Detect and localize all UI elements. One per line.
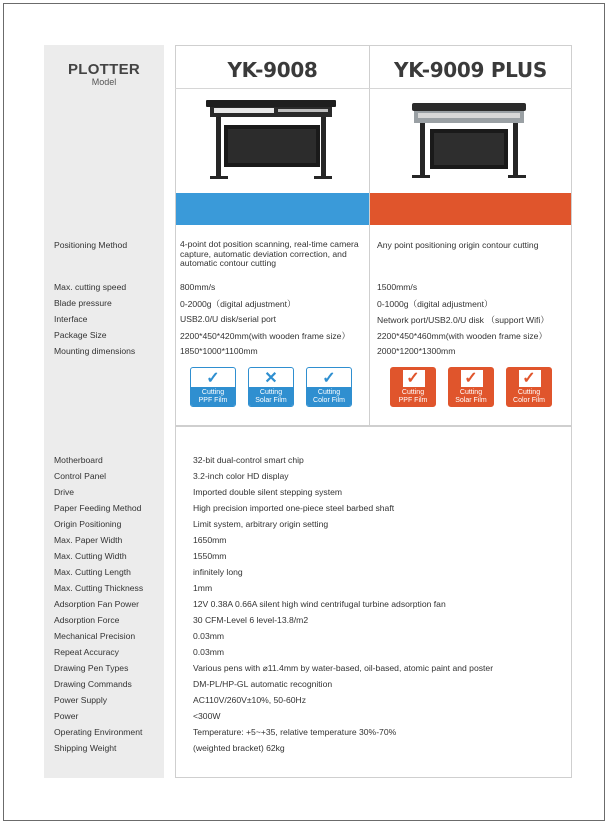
common-spec-label: Max. Cutting Thickness <box>54 583 144 593</box>
yk9009plus-machine-image <box>408 97 530 183</box>
badge-label: Cutting <box>517 389 541 396</box>
common-spec-value: (weighted bracket) 62kg <box>193 743 285 753</box>
yk9008-spec-value: 2200*450*420mm(with wooden frame size） <box>180 331 351 341</box>
common-spec-value: 32-bit dual-control smart chip <box>193 455 304 465</box>
common-spec-value: Imported double silent stepping system <box>193 487 343 497</box>
check-icon: ✓ <box>464 370 478 387</box>
common-spec-value: DM-PL/HP-GL automatic recognition <box>193 679 333 689</box>
check-icon: ✓ <box>406 370 420 387</box>
common-spec-label: Drive <box>54 487 75 497</box>
badge-label: Cutting <box>259 389 283 396</box>
common-spec-label: Motherboard <box>54 455 103 465</box>
model-name-yk9009plus: YK-9009 PLUS <box>394 58 547 82</box>
yk9008-spec-value: 1850*1000*1100mm <box>180 346 258 356</box>
common-spec-label: Control Panel <box>54 471 107 481</box>
column-divider <box>369 45 370 426</box>
badge-label: Cutting <box>459 389 483 396</box>
common-spec-value: 1mm <box>193 583 213 593</box>
yk9009plus-spec-value: 2200*450*460mm(with wooden frame size） <box>377 331 548 341</box>
check-icon: ✓ <box>522 370 536 387</box>
check-icon: ✓ <box>322 370 336 387</box>
common-spec-label: Adsorption Fan Power <box>54 599 140 609</box>
common-spec-value: <300W <box>193 711 221 721</box>
spec-label: Mounting dimensions <box>54 346 136 356</box>
common-spec-value: infinitely long <box>193 567 243 577</box>
yk9009plus-spec-value: 0-1000g（digital adjustment） <box>377 299 493 309</box>
yk9008-machine-image <box>204 94 338 184</box>
common-spec-label: Drawing Commands <box>54 679 132 689</box>
badge-solar-film <box>248 367 294 407</box>
check-icon: ✓ <box>206 370 220 387</box>
badge-label: Cutting <box>317 389 341 396</box>
yk9008-spec-value: 0-2000g（digital adjustment） <box>180 299 296 309</box>
common-spec-value: 1550mm <box>193 551 227 561</box>
common-spec-value: 12V 0.38A 0.66A silent high wind centrifugal turbine adsorption fan <box>193 599 446 609</box>
common-spec-label: Max. Paper Width <box>54 535 123 545</box>
common-spec-value: 3.2-inch color HD display <box>193 471 289 481</box>
common-spec-value: AC110V/260V±10%, 50-60Hz <box>193 695 307 705</box>
badge-color-film <box>506 367 552 407</box>
yk9009plus-spec-value: 1500mm/s <box>377 282 418 292</box>
common-spec-label: Shipping Weight <box>54 743 117 753</box>
common-spec-label: Paper Feeding Method <box>54 503 142 513</box>
common-spec-label: Max. Cutting Width <box>54 551 127 561</box>
common-spec-value: 0.03mm <box>193 647 225 657</box>
yk9008-color-bar <box>176 193 369 225</box>
header-divider <box>175 88 572 89</box>
spec-label: Max. cutting speed <box>54 282 127 292</box>
badge-label: Cutting <box>401 389 425 396</box>
common-spec-label: Origin Positioning <box>54 519 122 529</box>
common-spec-label: Mechanical Precision <box>54 631 136 641</box>
common-spec-value: 0.03mm <box>193 631 225 641</box>
common-spec-label: Power Supply <box>54 695 108 705</box>
badge-label: Solar Film <box>255 396 287 404</box>
yk9009plus-spec-value: Any point positioning origin contour cutting <box>377 240 539 250</box>
plotter-title: PLOTTER <box>67 61 141 78</box>
spec-label: Package Size <box>54 330 107 340</box>
yk9008-spec-value: 800mm/s <box>180 282 216 292</box>
common-spec-label: Repeat Accuracy <box>54 647 119 657</box>
common-spec-value: Temperature: +5~+35, relative temperature 30%-70% <box>193 727 397 737</box>
yk9008-spec-value: 4-point dot position scanning, real-time camera capture, automatic deviation correction, and automatic contour cutting <box>180 239 359 268</box>
cross-icon: ✕ <box>264 370 278 387</box>
badge-label: Cutting <box>201 389 225 396</box>
common-spec-label: Adsorption Force <box>54 615 120 625</box>
badge-label: PPF Film <box>198 396 228 404</box>
badge-label: Color Film <box>313 396 345 404</box>
common-spec-value: High precision imported one-piece steel barbed shaft <box>193 503 395 513</box>
spec-label: Interface <box>54 314 88 324</box>
common-spec-label: Drawing Pen Types <box>54 663 129 673</box>
badge-solar-film <box>448 367 494 407</box>
yk9008-spec-value: USB2.0/U disk/serial port <box>180 314 276 324</box>
badge-ppf-film <box>190 367 236 407</box>
badge-label: Solar Film <box>455 396 487 404</box>
badge-label: PPF Film <box>398 396 428 404</box>
badge-label: Color Film <box>513 396 545 404</box>
model-subtitle: Model <box>91 77 117 87</box>
yk9009plus-spec-value: 2000*1200*1300mm <box>377 346 456 356</box>
yk9009plus-spec-value: Network port/USB2.0/U disk （support Wifi） <box>377 315 549 325</box>
common-spec-label: Operating Environment <box>54 727 143 737</box>
common-spec-label: Max. Cutting Length <box>54 567 131 577</box>
model-name-yk9008: YK-9008 <box>227 58 318 82</box>
common-spec-value: 30 CFM-Level 6 level-13.8/m2 <box>193 615 309 625</box>
spec-label: Positioning Method <box>54 240 128 250</box>
common-spec-value: Various pens with ⌀11.4mm by water-based, oil-based, atomic paint and poster <box>193 663 494 673</box>
badge-color-film <box>306 367 352 407</box>
common-spec-label: Power <box>54 711 79 721</box>
yk9009plus-color-bar <box>370 193 571 225</box>
common-spec-value: Limit system, arbitrary origin setting <box>193 519 329 529</box>
spec-label: Blade pressure <box>54 298 112 308</box>
common-spec-value: 1650mm <box>193 535 227 545</box>
badge-ppf-film <box>390 367 436 407</box>
